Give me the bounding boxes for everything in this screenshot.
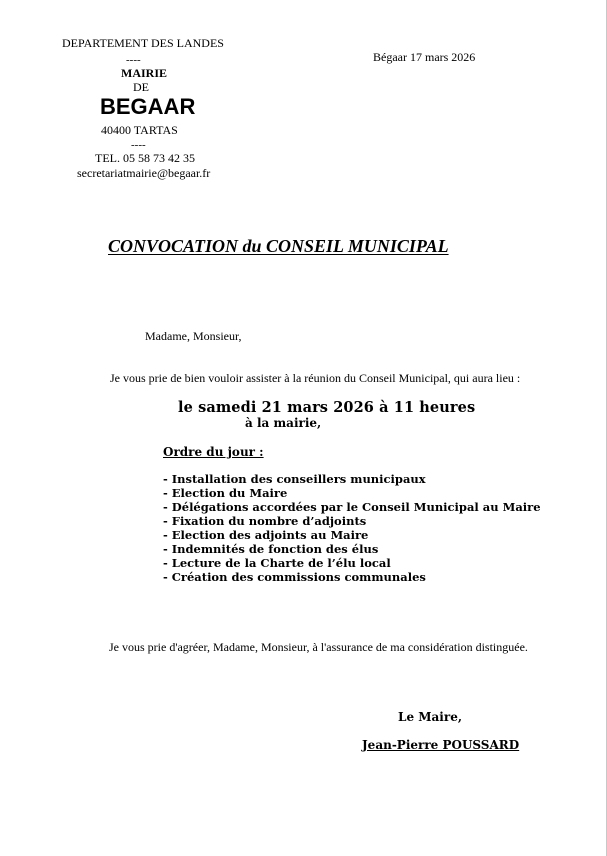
mairie-label: MAIRIE xyxy=(121,66,168,80)
intro-paragraph: Je vous prie de bien vouloir assister à la réunion du Conseil Municipal, qui aura lieu : xyxy=(110,371,521,385)
signer-role: Le Maire, xyxy=(398,710,463,724)
commune-name: BEGAAR xyxy=(100,94,196,119)
letterhead-separator-2: ---- xyxy=(131,139,146,151)
signer-name: Jean-Pierre POUSSARD xyxy=(362,738,520,752)
salutation: Madame, Monsieur, xyxy=(145,329,242,343)
document-title: CONVOCATION du CONSEIL MUNICIPAL xyxy=(108,236,449,256)
agenda-item: - Lecture de la Charte de l’élu local xyxy=(163,556,391,570)
agenda-item: - Délégations accordées par le Conseil Municipal au Maire xyxy=(163,500,541,514)
letterhead-separator: ---- xyxy=(126,54,141,66)
closing-paragraph: Je vous prie d'agréer, Madame, Monsieur, à l'assurance de ma considération distinguée. xyxy=(109,640,528,654)
agenda-item: - Installation des conseillers municipaux xyxy=(163,472,426,486)
agenda-item: - Election du Maire xyxy=(163,486,288,500)
postal-address: 40400 TARTAS xyxy=(101,123,178,137)
email-address[interactable]: secretariatmairie@begaar.fr xyxy=(77,166,211,180)
date-line: Bégaar 17 mars 2026 xyxy=(373,50,476,64)
phone-number: TEL. 05 58 73 42 35 xyxy=(95,151,195,165)
agenda-item: - Fixation du nombre d’adjoints xyxy=(163,514,367,528)
agenda-item: - Election des adjoints au Maire xyxy=(163,528,369,542)
de-label: DE xyxy=(133,80,149,94)
department-name: DEPARTEMENT DES LANDES xyxy=(62,36,224,50)
agenda-title: Ordre du jour : xyxy=(163,445,264,459)
agenda-list xyxy=(163,472,541,584)
agenda-item: - Création des commissions communales xyxy=(163,570,426,584)
agenda-item: - Indemnités de fonction des élus xyxy=(163,542,379,556)
meeting-datetime: le samedi 21 mars 2026 à 11 heures xyxy=(178,399,476,416)
meeting-location: à la mairie, xyxy=(245,416,322,430)
